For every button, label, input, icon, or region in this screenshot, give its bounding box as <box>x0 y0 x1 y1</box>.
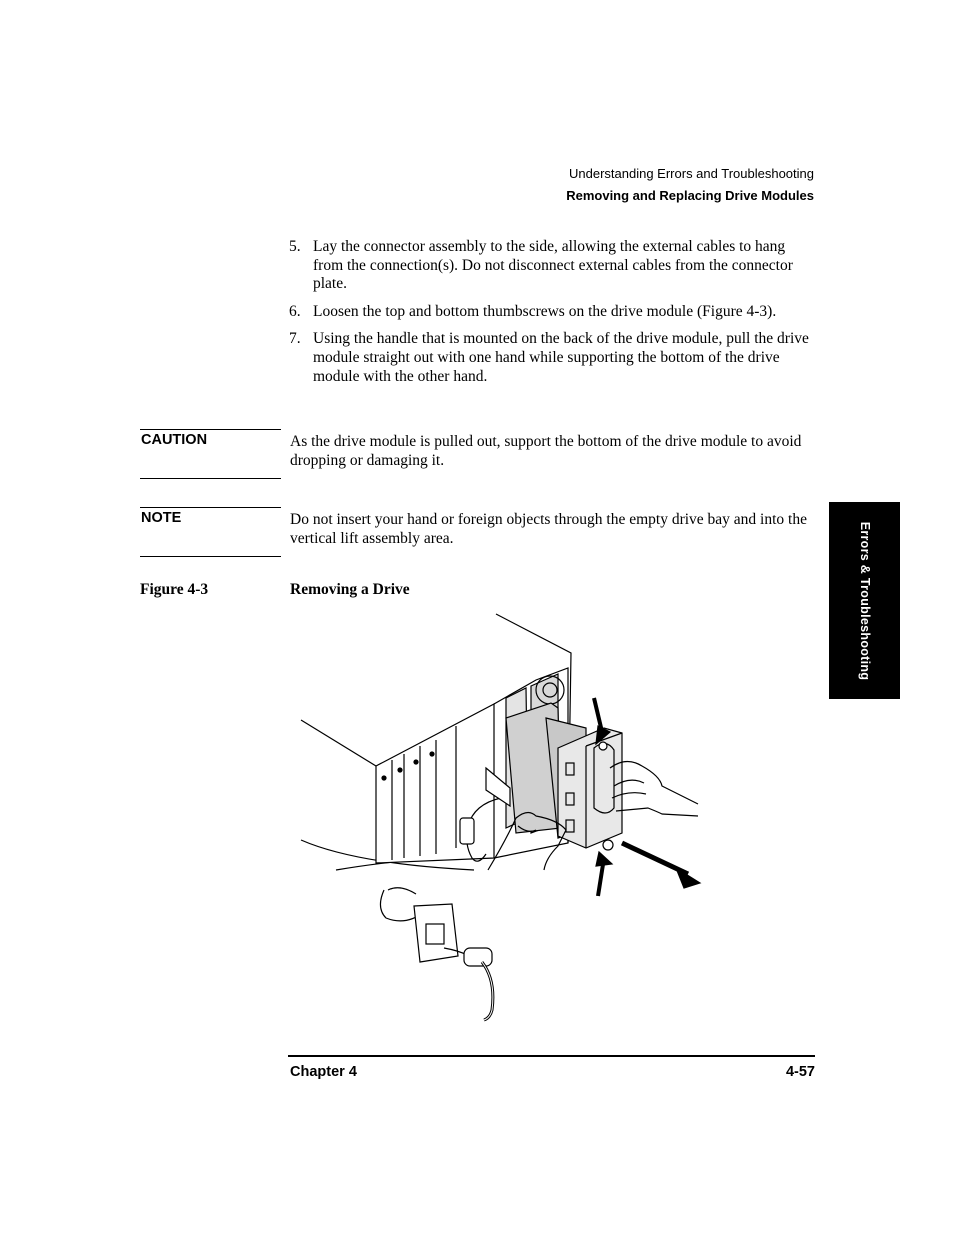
note-bottom-rule <box>140 556 281 557</box>
step-text: Using the handle that is mounted on the back of the drive module, pull the drive module straight out with one hand while supporting the bottom of the drive module with the other hand. <box>313 330 809 385</box>
step-text: Lay the connector assembly to the side, allowing the external cables to hang from the connection(s). Do not disconnect external cables from the connector plate. <box>313 238 793 293</box>
note-label: NOTE <box>141 510 182 526</box>
step-item <box>289 303 817 322</box>
step-item <box>289 238 817 294</box>
step-text: Loosen the top and bottom thumbscrews on the drive module (Figure 4-3). <box>313 302 777 320</box>
figure-title: Removing a Drive <box>290 581 410 598</box>
step-number: 6. <box>289 302 301 320</box>
note-top-rule <box>140 507 281 508</box>
procedure-steps <box>289 238 817 395</box>
figure-number: Figure 4-3 <box>140 581 209 598</box>
removing-drive-illustration <box>296 608 706 1028</box>
running-header-subsection: Removing and Replacing Drive Modules <box>566 188 814 203</box>
step-number: 5. <box>289 238 301 255</box>
running-header-section: Understanding Errors and Troubleshooting <box>569 166 814 181</box>
caution-text: As the drive module is pulled out, support the bottom of the drive module to avoid dropping or damaging it. <box>290 433 802 469</box>
chapter-side-tab <box>829 502 900 699</box>
caution-top-rule <box>140 429 281 430</box>
note-text: Do not insert your hand or foreign objects through the empty drive bay and into the vertical lift assembly area. <box>290 511 807 547</box>
step-number: 7. <box>289 330 301 348</box>
footer-rule <box>288 1055 815 1057</box>
caution-bottom-rule <box>140 478 281 479</box>
footer-chapter: Chapter 4 <box>290 1064 357 1080</box>
footer-page-number: 4-57 <box>785 1064 815 1080</box>
side-tab-label: Errors & Troubleshooting <box>857 521 872 680</box>
caution-label: CAUTION <box>141 432 208 448</box>
step-item <box>289 330 817 386</box>
